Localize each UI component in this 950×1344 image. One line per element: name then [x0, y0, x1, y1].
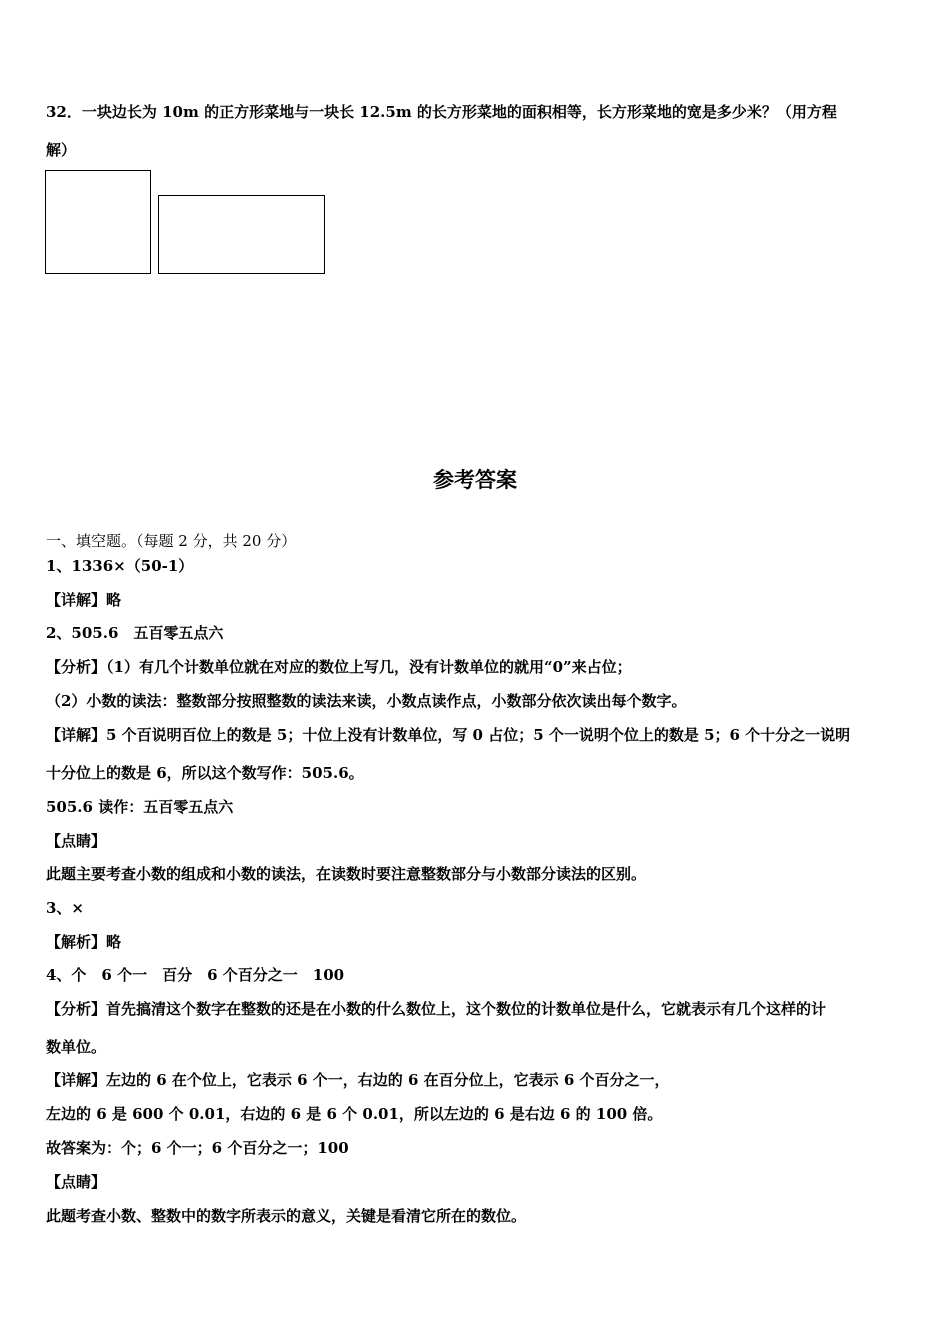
answer-4-analysis-2: 数单位。 — [46, 1038, 107, 1056]
answer-4-detail-1: 【详解】左边的 6 在个位上，它表示 6 个一，右边的 6 在百分位上，它表示 6 个百分之一， — [46, 1071, 670, 1089]
answer-2-detail-1: 【详解】5 个百说明百位上的数是 5；十位上没有计数单位，写 0 占位；5 个一说明个位上的数是 5；6 个十分之一说明 — [46, 726, 851, 744]
answer-2: 2、505.6 五百零五点六 — [46, 624, 224, 642]
answer-2-detail-2: 十分位上的数是 6，所以这个数写作：505.6。 — [46, 764, 364, 782]
answer-4-analysis-1: 【分析】首先搞清这个数字在整数的还是在小数的什么数位上，这个数位的计数单位是什么，它就表示有几个这样的计 — [46, 1000, 827, 1018]
answer-4-remark-label: 【点睛】 — [46, 1173, 107, 1191]
answer-3: 3、× — [46, 899, 85, 917]
answer-2-analysis-1: 【分析】（1）有几个计数单位就在对应的数位上写几，没有计数单位的就用“0”来占位； — [46, 658, 632, 676]
answer-2-analysis-2: （2）小数的读法：整数部分按照整数的读法来读，小数点读作点，小数部分依次读出每个数字。 — [46, 692, 687, 710]
answer-4-remark: 此题考查小数、整数中的数字所表示的意义，关键是看清它所在的数位。 — [46, 1207, 527, 1225]
rectangle-plot-figure — [158, 195, 325, 274]
answer-4: 4、个 6 个一 百分 6 个百分之一 100 — [46, 966, 345, 984]
answer-1: 1、1336×（50-1） — [46, 557, 194, 575]
answer-key-title: 参考答案 — [433, 468, 517, 492]
section-heading: 一、填空题。（每题 2 分，共 20 分） — [46, 532, 297, 550]
answer-2-detail-3: 505.6 读作：五百零五点六 — [46, 798, 234, 816]
question-32-line-2: 解） — [46, 141, 77, 159]
answer-2-remark-label: 【点睛】 — [46, 832, 107, 850]
answer-2-remark: 此题主要考查小数的组成和小数的读法，在读数时要注意整数部分与小数部分读法的区别。 — [46, 865, 647, 883]
answer-4-detail-2: 左边的 6 是 600 个 0.01，右边的 6 是 6 个 0.01，所以左边的 6 是右边 6 的 100 倍。 — [46, 1105, 663, 1123]
question-32-line-1: 32．一块边长为 10m 的正方形菜地与一块长 12.5m 的长方形菜地的面积相等，长方形菜地的宽是多少米？（用方程 — [46, 103, 837, 121]
answer-4-detail-3: 故答案为：个；6 个一；6 个百分之一；100 — [46, 1139, 349, 1157]
answer-1-detail: 【详解】略 — [46, 591, 122, 609]
answer-3-analysis: 【解析】略 — [46, 933, 122, 951]
square-plot-figure — [45, 170, 151, 274]
